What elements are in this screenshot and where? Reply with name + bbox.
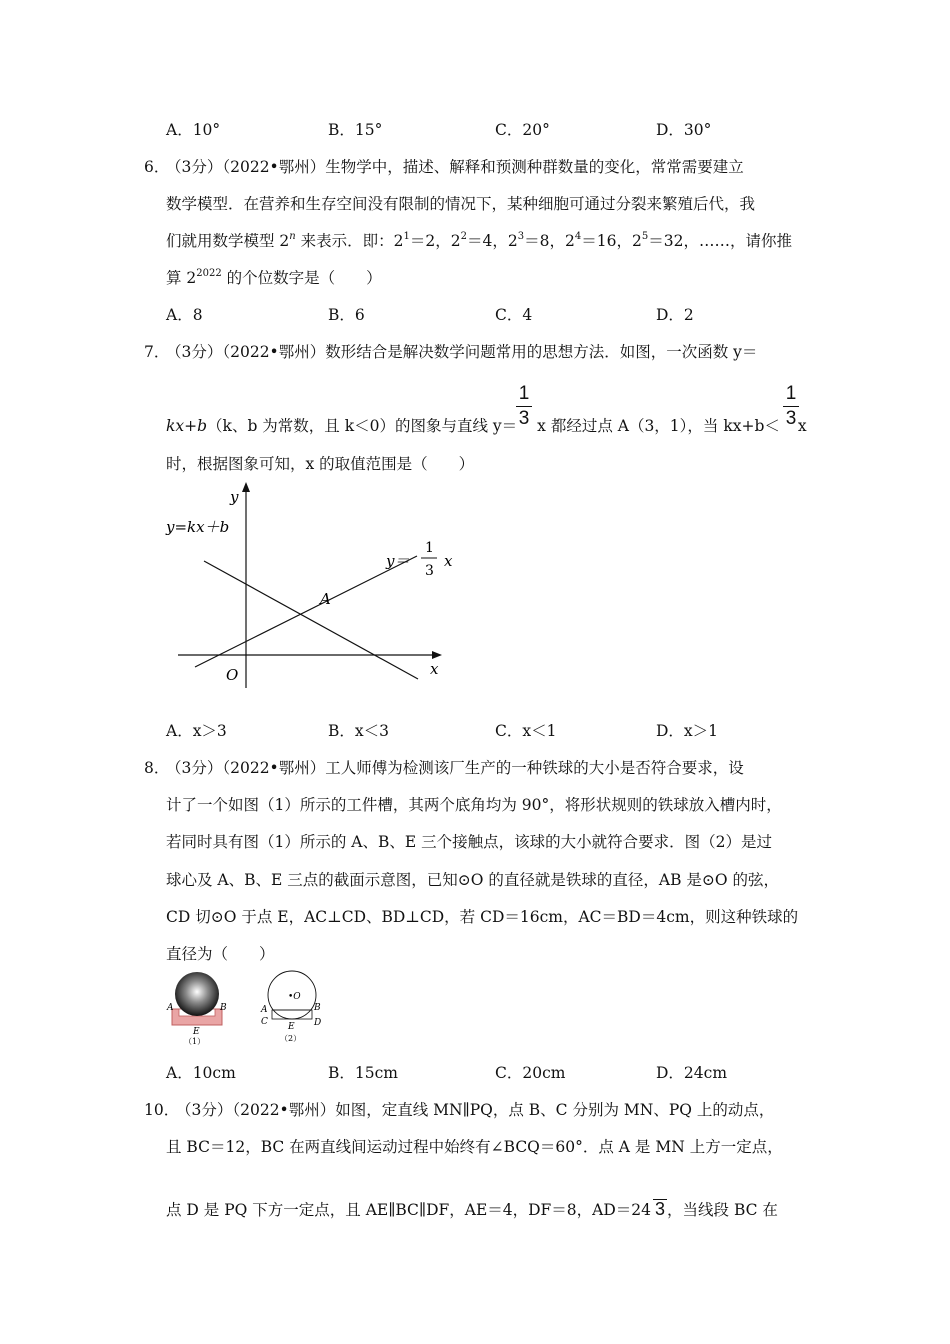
q8-line-5: CD 切⊙O 于点 E，AC⊥CD、BD⊥CD，若 CD＝16cm，AC＝BD＝4cm，则这种铁球的 xyxy=(166,908,799,926)
q5-option-c[interactable]: C．20° xyxy=(495,121,550,139)
q10-line-2: 且 BC＝12，BC 在两直线间运动过程中始终有∠BCQ＝60°．点 A 是 MN 上方一定点， xyxy=(166,1138,783,1156)
q6-option-d[interactable]: D．2 xyxy=(656,306,694,324)
q6-line-4: 算 $2^{2022}$ 的个位数字是（ ） xyxy=(166,268,382,287)
q7-graph xyxy=(160,478,470,693)
q7-number: 7． xyxy=(144,343,170,361)
q10-number: 10． xyxy=(144,1101,180,1119)
iron-ball xyxy=(175,972,219,1016)
q7-option-c[interactable]: C．x＜1 xyxy=(495,722,557,740)
q7-line-2: kx+b（k、b 为常数，且 k＜0）的图象与直线 y＝ x 都经过点 A（3，1），当 kx+b＜ x xyxy=(166,417,807,435)
q6-line-3: 们就用数学模型 2$^n$ 来表示．即：$2^1=2$，$2^2=4$，$2^3=8$，$2^4=16$，$2^5=32$，……，请你推 xyxy=(166,231,792,250)
origin-label: O xyxy=(226,666,239,684)
graph-x-label: x xyxy=(444,552,453,570)
q6-number: 6． xyxy=(144,158,170,176)
x-axis-arrow-icon xyxy=(432,651,442,659)
fig2-label-a: A xyxy=(261,1005,268,1015)
fig1-label-b: B xyxy=(220,1003,227,1013)
q8-options xyxy=(166,1061,886,1085)
q5-options xyxy=(166,118,886,142)
line-kx-plus-b-label: y=kx＋b xyxy=(166,518,230,536)
q8-option-a[interactable]: A．10cm xyxy=(166,1064,236,1082)
q8-line-3: 若同时具有图（1）所示的 A、B、E 三个接触点，该球的大小就符合要求．图（2）是过 xyxy=(166,833,772,851)
y-axis-arrow-icon xyxy=(242,482,250,492)
q8-line-1: （3分）（2022•鄂州）工人师傅为检测该厂生产的一种铁球的大小是否符合要求，设 xyxy=(166,759,744,777)
line-one-third-x xyxy=(195,556,417,667)
q6-line-2: 数学模型．在营养和生存空间没有限制的情况下，某种细胞可通过分裂来繁殖后代，我 xyxy=(166,195,756,213)
q6-option-c[interactable]: C．4 xyxy=(495,306,533,324)
graph-fraction-den: 3 xyxy=(425,563,434,579)
q7-fraction-1: 1 3 xyxy=(516,383,532,430)
q5-option-b[interactable]: B．15° xyxy=(328,121,383,139)
q8-option-d[interactable]: D．24cm xyxy=(656,1064,728,1082)
fig2-label-e: E xyxy=(288,1022,295,1032)
fig1-label-e: E xyxy=(193,1027,200,1037)
q10-line-3: 点 D 是 PQ 下方一定点，且 AE∥BC∥DF，AE＝4，DF＝8，AD＝24 3 ，当线段 BC 在 xyxy=(166,1199,778,1219)
q8-option-b[interactable]: B．15cm xyxy=(328,1064,398,1082)
q5-option-a[interactable]: A．10° xyxy=(166,121,221,139)
q7-line-3: 时，根据图象可知，x 的取值范围是（ ） xyxy=(166,455,475,473)
q8-line-6: 直径为（ ） xyxy=(166,945,275,963)
fig2-caption: （2） xyxy=(280,1034,302,1043)
q6-option-a[interactable]: A．8 xyxy=(166,306,203,324)
y-axis-label: y xyxy=(230,488,239,506)
q8-figure-2 xyxy=(258,966,326,1048)
q8-number: 8． xyxy=(144,759,170,777)
fig1-label-a: A xyxy=(167,1003,174,1013)
q5-option-d[interactable]: D．30° xyxy=(656,121,712,139)
fig2-label-b: B xyxy=(314,1003,321,1013)
point-a-label: A xyxy=(320,590,331,608)
q8-line-4: 球心及 A、B、E 三点的截面示意图，已知⊙O 的直径就是铁球的直径，AB 是⊙O 的弦， xyxy=(166,871,780,889)
fig2-label-c: C xyxy=(261,1017,268,1027)
sqrt-symbol: 3 xyxy=(655,1199,666,1219)
q7-fraction-2: 1 3 xyxy=(783,383,799,430)
q6-options xyxy=(166,303,886,327)
q7-option-b[interactable]: B．x＜3 xyxy=(328,722,389,740)
line-one-third-label: y＝ xyxy=(386,552,410,570)
q7-line-1: （3分）（2022•鄂州）数形结合是解决数学问题常用的思想方法．如图，一次函数 y＝ xyxy=(166,343,758,361)
x-axis-label: x xyxy=(430,660,439,678)
q8-figure-1 xyxy=(164,968,230,1048)
fig1-caption: （1） xyxy=(184,1037,206,1046)
q6-line-1: （3分）（2022•鄂州）生物学中，描述、解释和预测种群数量的变化，常常需要建立 xyxy=(166,158,744,176)
q7-option-a[interactable]: A．x＞3 xyxy=(166,722,227,740)
line-kx-plus-b xyxy=(204,561,418,679)
q7-options xyxy=(166,719,886,743)
fig2-label-d: D xyxy=(314,1018,322,1028)
q8-line-2: 计了一个如图（1）所示的工件槽，其两个底角均为 90°，将形状规则的铁球放入槽内时， xyxy=(166,796,782,814)
q7-option-d[interactable]: D．x＞1 xyxy=(656,722,719,740)
q6-option-b[interactable]: B．6 xyxy=(328,306,365,324)
fig2-label-o: •O xyxy=(288,992,301,1002)
q8-option-c[interactable]: C．20cm xyxy=(495,1064,566,1082)
graph-fraction-num: 1 xyxy=(425,540,434,556)
q10-line-1: （3分）（2022•鄂州）如图，定直线 MN∥PQ，点 B、C 分别为 MN、PQ 上的动点， xyxy=(176,1101,775,1119)
